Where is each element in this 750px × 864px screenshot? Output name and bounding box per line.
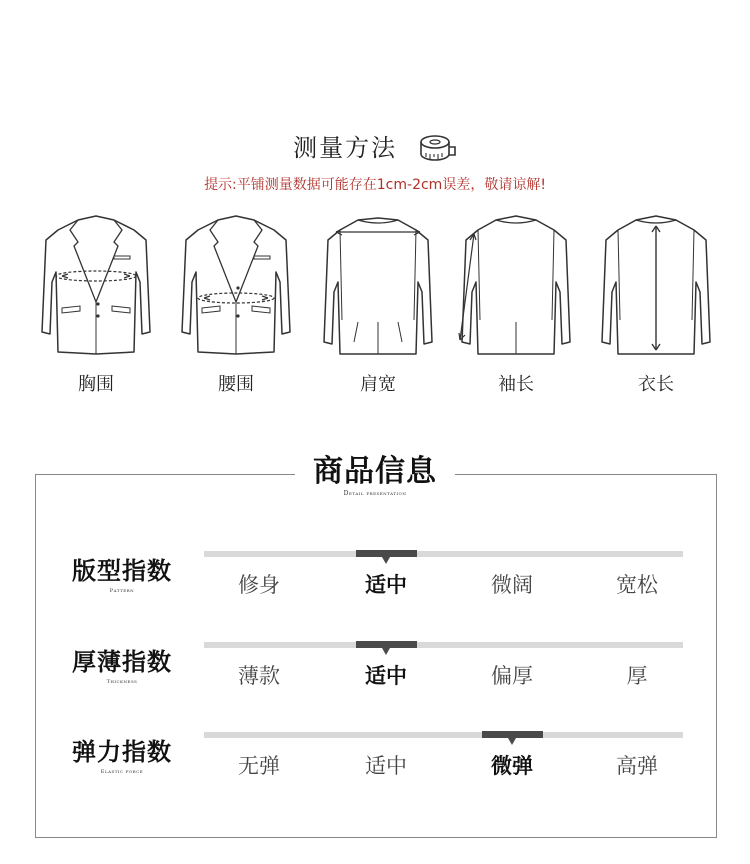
index-option: 修身 xyxy=(238,573,280,597)
jacket-back-length-icon xyxy=(596,212,716,362)
row-label-eng: Elastic force xyxy=(100,769,144,775)
row-label-eng: Pattern xyxy=(109,588,135,594)
index-marker xyxy=(356,641,417,648)
index-option: 厚 xyxy=(626,664,648,688)
index-track xyxy=(204,551,683,557)
jacket-front-chest-icon xyxy=(36,212,156,362)
index-option: 薄款 xyxy=(238,664,280,688)
index-marker xyxy=(482,731,543,738)
measure-tip: 提示:平铺测量数据可能存在1cm-2cm误差，敬请谅解! xyxy=(204,177,546,193)
index-option: 微弹 xyxy=(491,754,533,778)
row-label-eng: Thickness xyxy=(106,679,138,685)
jacket-sleeve xyxy=(456,212,576,402)
index-option: 适中 xyxy=(365,754,407,778)
index-track xyxy=(204,642,683,648)
row-label xyxy=(67,642,177,685)
index-row-pattern xyxy=(35,551,717,621)
index-option: 微阔 xyxy=(491,573,533,597)
measure-title xyxy=(0,128,750,165)
jacket-back-shoulder-icon xyxy=(318,212,438,362)
jacket-waist xyxy=(176,212,296,402)
info-subtitle: Detail presentation xyxy=(343,490,407,497)
jacket-label: 胸围 xyxy=(78,374,114,395)
jacket-label: 袖长 xyxy=(498,374,534,395)
index-row-thickness xyxy=(35,642,717,712)
measure-title-text: 测量方法 xyxy=(293,134,398,162)
index-option: 高弹 xyxy=(616,754,658,778)
jacket-label: 腰围 xyxy=(218,374,254,395)
row-label xyxy=(67,732,177,775)
jacket-chest xyxy=(36,212,156,402)
index-option: 偏厚 xyxy=(491,664,533,688)
index-row-elastic xyxy=(35,732,717,802)
jacket-length xyxy=(596,212,716,402)
row-label-main: 弹力指数 xyxy=(72,738,172,766)
row-label xyxy=(67,551,177,594)
index-track xyxy=(204,732,683,738)
jacket-shoulder xyxy=(318,212,438,402)
row-label-main: 版型指数 xyxy=(72,557,172,585)
jacket-label: 衣长 xyxy=(638,374,674,395)
info-header xyxy=(295,452,455,504)
jacket-label: 肩宽 xyxy=(360,374,396,395)
index-option: 适中 xyxy=(365,573,407,597)
info-title: 商品信息 xyxy=(313,454,437,489)
jacket-diagrams xyxy=(0,212,750,402)
tape-measure-icon xyxy=(417,133,457,165)
jacket-front-waist-icon xyxy=(176,212,296,362)
index-option: 宽松 xyxy=(616,573,658,597)
index-marker xyxy=(356,550,417,557)
row-label-main: 厚薄指数 xyxy=(72,648,172,676)
index-option: 适中 xyxy=(365,664,407,688)
index-option: 无弹 xyxy=(238,754,280,778)
jacket-back-sleeve-icon xyxy=(456,212,576,362)
